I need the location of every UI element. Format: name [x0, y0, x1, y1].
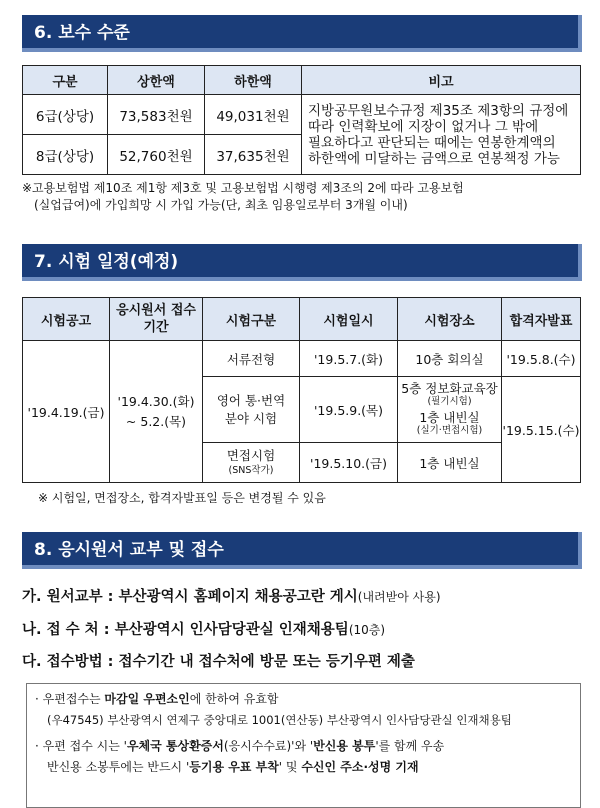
header-announce: 시험공고: [23, 298, 110, 341]
date-cell: '19.5.10.(금): [300, 443, 398, 483]
receipt-cell: [110, 341, 203, 483]
note-line: ※고용보험법 제10조 제1항 제3호 및 고용보험법 시행령 제3조의 2에 따라 고용보험: [22, 181, 464, 195]
header-date: 시험일시: [300, 298, 398, 341]
box-text: 반신용 소봉투에는 반드시 ': [47, 760, 190, 774]
place-cell: 10층 회의실: [398, 341, 502, 377]
place-sub: (필기시험): [427, 396, 472, 407]
min-cell: 49,031천원: [205, 95, 302, 135]
salary-table: [22, 65, 581, 175]
date-cell: '19.5.9.(목): [300, 377, 398, 443]
mail-notice-box: [26, 683, 581, 808]
item-label: 나. 접 수 처 :: [22, 622, 110, 638]
box-text: '를 함께 우송: [375, 739, 445, 753]
header-max: 상한액: [108, 66, 205, 95]
remark-cell: [302, 95, 581, 175]
box-bold-text: 등기용 우표 부착: [189, 760, 279, 774]
remark-line: 필요하다고 판단되는 때에는 연봉한계액의: [308, 134, 556, 151]
item-method: [22, 650, 415, 671]
item-tail: (10층): [348, 623, 386, 637]
type-label: 면접시험: [226, 447, 276, 463]
receipt-end: ~ 5.2.(목): [125, 413, 187, 429]
header-grade: 구분: [23, 66, 108, 95]
grade-cell: 8급(상당): [23, 135, 108, 175]
item-reception: [22, 618, 385, 639]
section-6-title: 6. 보수 수준: [34, 23, 130, 43]
header-type: 시험구분: [203, 298, 300, 341]
receipt-start: '19.4.30.(화): [117, 393, 195, 409]
max-cell: 52,760천원: [108, 135, 205, 175]
table-row: [23, 341, 581, 377]
section-8-title: 8. 응시원서 교부 및 접수: [34, 540, 224, 560]
place-cell: 1층 내빈실: [398, 443, 502, 483]
type-label: 영어 통·번역 분야 시험: [216, 392, 286, 426]
salary-header-row: [23, 66, 581, 95]
header-receipt: [110, 298, 203, 341]
place-main: 1층 내빈실: [419, 410, 480, 425]
type-cell: [203, 443, 300, 483]
box-text: ' 및: [278, 760, 302, 774]
box-bold-text: 반신용 봉투: [313, 739, 376, 753]
place-main: 5층 정보화교육장: [401, 381, 498, 396]
header-place: 시험장소: [398, 298, 502, 341]
header-result: 합격자발표: [502, 298, 581, 341]
header-remark: 비고: [302, 66, 581, 95]
box-line: [35, 736, 574, 757]
type-cell: 서류전형: [203, 341, 300, 377]
header-min: 하한액: [205, 66, 302, 95]
note-line: (실업급여)에 가입희망 시 가입 가능(단, 최초 임용일로부터 3개월 이내): [34, 198, 408, 212]
type-cell: [203, 377, 300, 443]
box-line: [35, 689, 574, 710]
section-7-title: 7. 시험 일정(예정): [34, 252, 179, 272]
min-cell: 37,635천원: [205, 135, 302, 175]
place-sub: (실기·면접시험): [416, 425, 483, 436]
box-text: (응시수수료)'와 ': [223, 739, 314, 753]
insurance-note: [22, 180, 587, 214]
remark-line: 하한액에 미달하는 금액으로 연봉책정 가능: [308, 150, 560, 167]
box-bold-text: 우체국 통상환증서: [126, 739, 224, 753]
box-line: [35, 757, 574, 778]
section-6-header: [22, 15, 582, 52]
box-bold-text: 마감일 우편소인: [104, 692, 190, 706]
table-row: [23, 95, 581, 135]
announce-cell: '19.4.19.(금): [23, 341, 110, 483]
box-text: · 우편 접수 시는 ': [35, 739, 127, 753]
max-cell: 73,583천원: [108, 95, 205, 135]
schedule-note: ※ 시험일, 면접장소, 합격자발표일 등은 변경될 수 있음: [38, 491, 326, 505]
box-text: 에 한하여 유효함: [189, 692, 279, 706]
item-tail: (내려받아 사용): [357, 590, 441, 604]
item-label: 가. 원서교부 :: [22, 589, 114, 605]
section-7-header: [22, 244, 582, 281]
result-cell: '19.5.15.(수): [502, 377, 581, 483]
section-8-header: [22, 532, 582, 569]
box-bold-text: 수신인 주소·성명 기재: [301, 760, 419, 774]
item-label: 다. 접수방법 :: [22, 654, 114, 670]
date-cell: '19.5.7.(화): [300, 341, 398, 377]
schedule-table: [22, 297, 581, 483]
remark-line: 지방공무원보수규정 제35조 제3항의 규정에: [308, 102, 569, 119]
result-cell: '19.5.8.(수): [502, 341, 581, 377]
item-text: 부산광역시 인사담당관실 인재채용팀: [114, 622, 349, 638]
box-address: (우47545) 부산광역시 연제구 중앙대로 1001(연산동) 부산광역시 인사담당관실 인재채용팀: [47, 713, 512, 727]
item-distribution: [22, 585, 441, 606]
item-text: 부산광역시 홈페이지 채용공고란 게시: [118, 589, 358, 605]
box-text: · 우편접수는: [35, 692, 105, 706]
item-text: 접수기간 내 접수처에 방문 또는 등기우편 제출: [118, 654, 415, 670]
schedule-header-row: [23, 298, 581, 341]
place-cell: [398, 377, 502, 443]
grade-cell: 6급(상당): [23, 95, 108, 135]
header-receipt-label: 응시원서 접수기간: [116, 303, 196, 335]
type-sub: (SNS작가): [228, 464, 274, 476]
remark-line: 따라 인력확보에 지장이 없거나 그 밖에: [308, 118, 539, 135]
